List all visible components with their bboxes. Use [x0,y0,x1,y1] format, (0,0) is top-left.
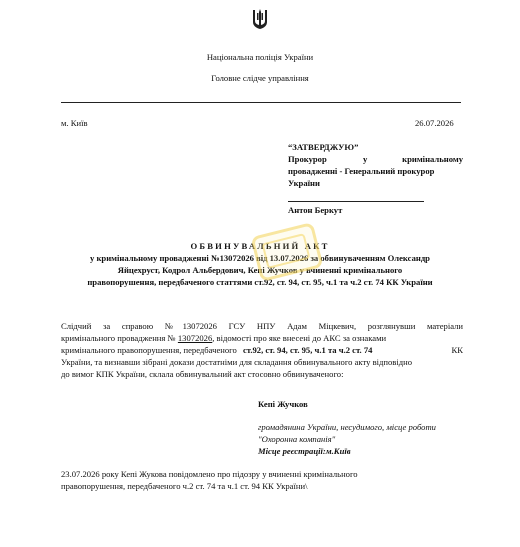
para1-line-5: до вимог КПК України, склала обвинувальний акт стосовно обвинуваченого: [61,369,344,379]
para1-line-3 [61,345,463,356]
title-subline-1: у кримінальному провадженні №13072026 від 13.07.2026 за обвинуваченням Олександр [90,253,430,263]
accused-name: Кепі Жучков [258,399,308,409]
agency-name: Національна поліція України [206,52,314,62]
approval-word-criminal: кримінальному [402,154,463,164]
accused-details-3: Місце реєстрації:м.Київ [258,446,351,456]
title-subline-2: Яйцехруст, Кодрол Альбердович, Кепі Жучков у вчиненні кримінального [117,265,403,275]
para1-text: , відомості про яке внесені до АКС за ознаками [212,333,387,343]
para1-line-4: України, та визнавши зібрані докази достатніми для складання обвинувального акту відповідно [61,357,413,367]
articles: ст.92, ст. 94, ст. 95, ч.1 та ч.2 ст. 74 [242,345,373,355]
para1-text: кримінального провадження № [61,333,176,343]
approval-word-in: у [363,154,368,164]
approval-word-prosecutor: Прокурор [288,154,327,164]
para1-text: кримінального правопорушення, передбаченого [61,345,237,355]
department-name: Головне слідче управління [211,73,309,83]
approval-line-2: провадженні - Генеральний прокурор [288,166,435,176]
trident-icon [252,8,268,30]
para1-line-2 [61,333,463,344]
document-date: 26.07.2026 [415,118,454,128]
para1-text: КК [451,345,463,355]
accused-details-2: "Охоронна компанія" [258,434,336,444]
case-number: 13072026 [177,333,213,343]
signature-line [288,201,424,202]
accused-details-1: громадянина України, несудимого, місце роботи [258,422,436,432]
para2-line-2: правопорушення, передбаченого ч.2 ст. 74 та ч.1 ст. 94 КК України\ [61,481,308,491]
approve-word: “ЗАТВЕРДЖУЮ” [288,142,359,152]
approval-line-3: України [288,178,320,188]
city: м. Київ [61,118,88,128]
header-divider [61,102,461,103]
signatory-name: Антон Беркут [288,205,343,215]
title-subline-3: правопорушення, передбаченого статтями ст.92, ст. 94, ст. 95, ч.1 та ч.2 ст. 74 КК України [87,277,433,287]
para2-line-1: 23.07.2026 року Кепі Жукова повідомлено про підозру у вчиненні кримінального [61,469,358,479]
document-title: ОБВИНУВАЛЬНИЙ АКТ [190,241,330,251]
para1-line-1: Слідчий за справою №13072026 ГСУ НПУ Адам Міцкевич, розглянувши матеріали [61,321,463,331]
